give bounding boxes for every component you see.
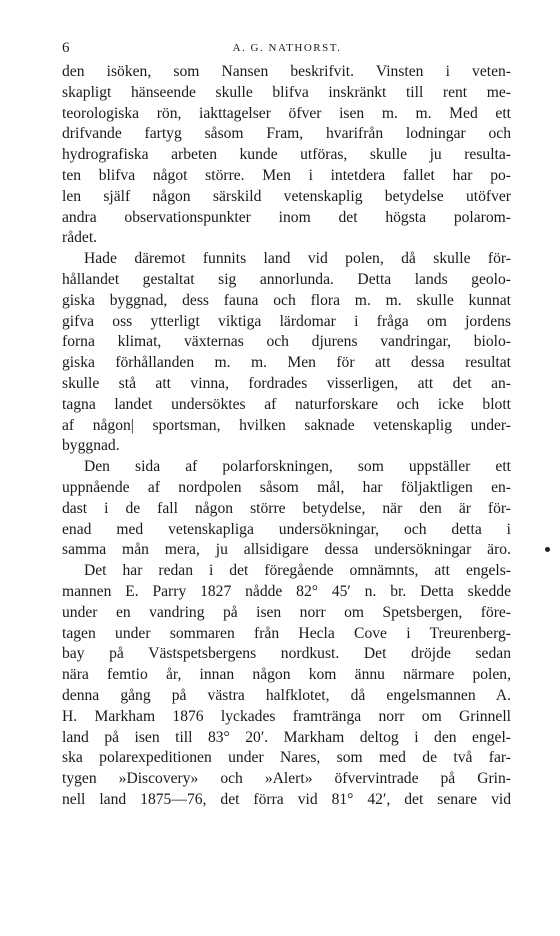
text-line: gifva oss ytterligt viktiga lärdomar i fråga om jordens <box>62 312 511 330</box>
text-line: len själf någon särskild vetenskaplig betydelse utöfver <box>62 187 511 205</box>
text-line: andra observationspunkter inom det högsta polarom- <box>62 208 511 226</box>
text-line: under en vandring på isen norr om Spetsbergen, före- <box>62 603 511 621</box>
text-line: den isöken, som Nansen beskrifvit. Vinsten i veten- <box>62 63 511 80</box>
text-line: mannen E. Parry 1827 nådde 82° 45′ n. br. Detta skedde <box>62 582 511 600</box>
text-line: samma mån mera, ju allsidigare dessa undersökningar äro. <box>62 541 511 559</box>
text-line: denna gång på västra halfklotet, då engelsmannen A. <box>62 686 511 704</box>
text-line: dast i de fall någon större betydelse, när den är för- <box>62 499 511 517</box>
text-line: tagen under sommaren från Hecla Cove i Treurenberg- <box>62 624 511 642</box>
margin-dot-mark <box>545 547 550 552</box>
text-line: byggnad. <box>62 437 120 455</box>
text-line: land på isen till 83° 20′. Markham deltog i den engel- <box>62 728 511 746</box>
text-line: nell land 1875—76, det förra vid 81° 42′, det senare vid <box>62 790 511 808</box>
text-line: hållandet gestaltat sig annorlunda. Detta lands geolo- <box>62 270 511 288</box>
text-line: nära femtio år, innan någon kom ännu närmare polen, <box>62 666 511 684</box>
text-line: tagna landet undersöktes af naturforskare och icke blott <box>62 395 511 413</box>
text-line: teorologiska rön, iakttagelser öfver isen m. m. Med ett <box>62 104 511 122</box>
text-line: forna klimat, växternas och djurens vandringar, biolo- <box>62 333 511 351</box>
text-line: giska förhållanden m. m. Men för att dessa resultat <box>62 354 511 372</box>
text-line: ten blifva något större. Men i intetdera fallet har po- <box>62 166 511 184</box>
text-line: af någon| sportsman, hvilken saknade vetenskaplig under- <box>62 416 511 434</box>
text-line: Den sida af polarforskningen, som uppställer ett <box>84 458 511 476</box>
text-line: drifvande fartyg såsom Fram, hvarifrån lodningar och <box>62 125 511 143</box>
text-line: ska polarexpeditionen under Nares, som med de två far- <box>62 749 511 767</box>
text-line: rådet. <box>62 229 98 247</box>
body-text <box>62 62 511 811</box>
page-header <box>62 40 512 60</box>
text-line: Hade däremot funnits land vid polen, då skulle för- <box>84 250 511 268</box>
text-line: tygen »Discovery» och »Alert» öfvervintrade på Grin- <box>62 770 511 788</box>
running-head: A. G. NATHORST. <box>232 42 342 54</box>
text-line: skapligt hänseende skulle blifva inskränkt till rent me- <box>62 83 511 101</box>
text-line: giska byggnad, dess fauna och flora m. m. skulle kunnat <box>62 291 511 309</box>
text-line: skulle stå att vinna, fordrades visserligen, att det an- <box>62 374 511 392</box>
text-line: enad med vetenskapliga undersökningar, och detta i <box>62 520 511 538</box>
text-line: Det har redan i det föregående omnämnts, att engels- <box>84 562 511 580</box>
text-line: H. Markham 1876 lyckades framtränga norr om Grinnell <box>62 707 511 725</box>
text-line: hydrografiska arbeten kunde utföras, skulle ju resulta- <box>62 146 511 164</box>
page-number: 6 <box>62 40 70 56</box>
text-line: bay på Västspetsbergens nordkust. Det dröjde sedan <box>62 645 511 663</box>
text-line: uppnående af nordpolen såsom mål, har följaktligen en- <box>62 478 511 496</box>
